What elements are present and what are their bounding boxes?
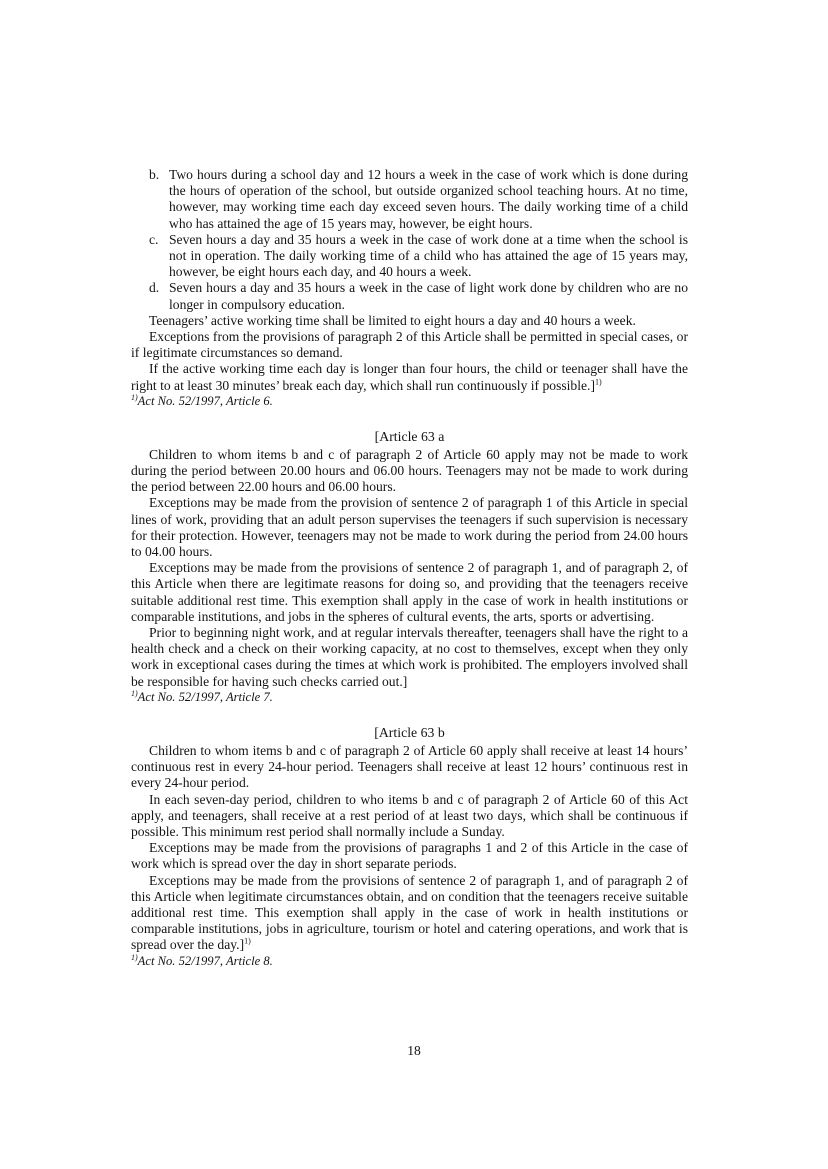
list-item bbox=[131, 232, 688, 281]
footnote-mark: 1) bbox=[131, 952, 138, 962]
footnote-ref: 1) bbox=[594, 377, 602, 387]
paragraph: Children to whom items b and c of paragraph 2 of Article 60 apply may not be made to work during the period between 20.00 hours and 06.00 hours. Teenagers may not be made to work during the period between 22.00 hours and 06.00 hours. bbox=[131, 446, 688, 495]
list-item bbox=[131, 280, 688, 312]
paragraph-text: Exceptions may be made from the provisions of sentence 2 of paragraph 1, and of paragraph 2 of this Article when legitimate circumstances obtain, and on condition that the teenagers receive suitable additional rest time. This exemption shall apply in the case of work in health institutions or comparable institutions, jobs in agriculture, tourism or hotel and catering operations, and work that is spread over the day.] bbox=[131, 872, 688, 953]
footnote-text: Act No. 52/1997, Article 6. bbox=[137, 393, 273, 408]
paragraph: Teenagers’ active working time shall be limited to eight hours a day and 40 hours a week. bbox=[149, 312, 636, 328]
document-page bbox=[131, 167, 688, 969]
list-marker: c. bbox=[149, 231, 159, 247]
footnote-ref: 1) bbox=[244, 936, 251, 946]
paragraph: Exceptions may be made from the provisions of paragraphs 1 and 2 of this Article in the case of work which is spread over the day in short separate periods. bbox=[131, 840, 688, 872]
list-item bbox=[131, 167, 688, 232]
list-item-text: Seven hours a day and 35 hours a week in the case of work done at a time when the school is not in operation. The daily working time of a child who has attained the age of 15 years may, however, be eight hours each day, and 40 hours a week. bbox=[169, 231, 688, 280]
footnote-text: Act No. 52/1997, Article 8. bbox=[137, 953, 273, 968]
paragraph-text: If the active working time each day is longer than four hours, the child or teenager shall have the right to at least 30 minutes’ break each day, which shall run continuously if possible.] bbox=[131, 361, 688, 393]
list-marker: d. bbox=[149, 280, 160, 296]
footnote bbox=[131, 690, 688, 705]
footnote bbox=[131, 954, 688, 969]
footnote-text: Act No. 52/1997, Article 7. bbox=[137, 689, 273, 704]
footnote-mark: 1) bbox=[131, 392, 138, 402]
working-time-list bbox=[131, 167, 688, 313]
footnote-mark: 1) bbox=[131, 688, 138, 698]
paragraph: Exceptions from the provisions of paragraph 2 of this Article shall be permitted in special cases, or if legitimate circumstances so demand. bbox=[131, 329, 688, 361]
page-number: 18 bbox=[407, 1043, 421, 1058]
paragraph: Exceptions may be made from the provisions of sentence 2 of paragraph 1, and of paragraph 2, of this Article when there are legitimate reasons for doing so, and providing that the teenagers receive suitable additional rest time. This exemption shall apply in the case of work in health institutions or comparable institutions, and jobs in the spheres of cultural events, the arts, sports or advertising. bbox=[131, 560, 688, 624]
paragraph: Children to whom items b and c of paragraph 2 of Article 60 apply shall receive at least 14 hours’ continuous rest in every 24-hour period. Teenagers shall receive at least 12 hours’ continuous rest in every 24-hour period. bbox=[131, 742, 688, 791]
paragraph: Exceptions may be made from the provision of sentence 2 of paragraph 1 of this Article in special lines of work, providing that an adult person supervises the teenagers if such supervision is necessary for their protection. However, teenagers may not be made to work during the period from 24.00 hours to 04.00 hours. bbox=[131, 495, 688, 560]
paragraph bbox=[131, 361, 688, 393]
article-heading: [Article 63 a bbox=[374, 428, 445, 444]
list-marker: b. bbox=[149, 167, 160, 182]
footnote bbox=[131, 394, 688, 409]
article-heading: [Article 63 b bbox=[374, 724, 445, 740]
paragraph: In each seven-day period, children to who items b and c of paragraph 2 of Article 60 of this Act apply, and teenagers, shall receive at a rest period of at least two days, which shall be continuous if possible. This minimum rest period shall normally include a Sunday. bbox=[131, 791, 688, 839]
list-item-text: Two hours during a school day and 12 hours a week in the case of work which is done during the hours of operation of the school, but outside organized school teaching hours. At no time, however, may working time each day exceed seven hours. The daily working time of a child who has attained the age of 15 years may, however, be eight hours. bbox=[169, 167, 688, 231]
paragraph: Prior to beginning night work, and at regular intervals thereafter, teenagers shall have the right to a health check and a check on their working capacity, at no cost to themselves, except when they only work in exceptional cases during the times at which work is prohibited. The employers involved shall be responsible for having such checks carried out.] bbox=[131, 625, 688, 689]
list-item-text: Seven hours a day and 35 hours a week in the case of light work done by children who are no longer in compulsory education. bbox=[169, 280, 688, 312]
paragraph bbox=[131, 873, 688, 954]
